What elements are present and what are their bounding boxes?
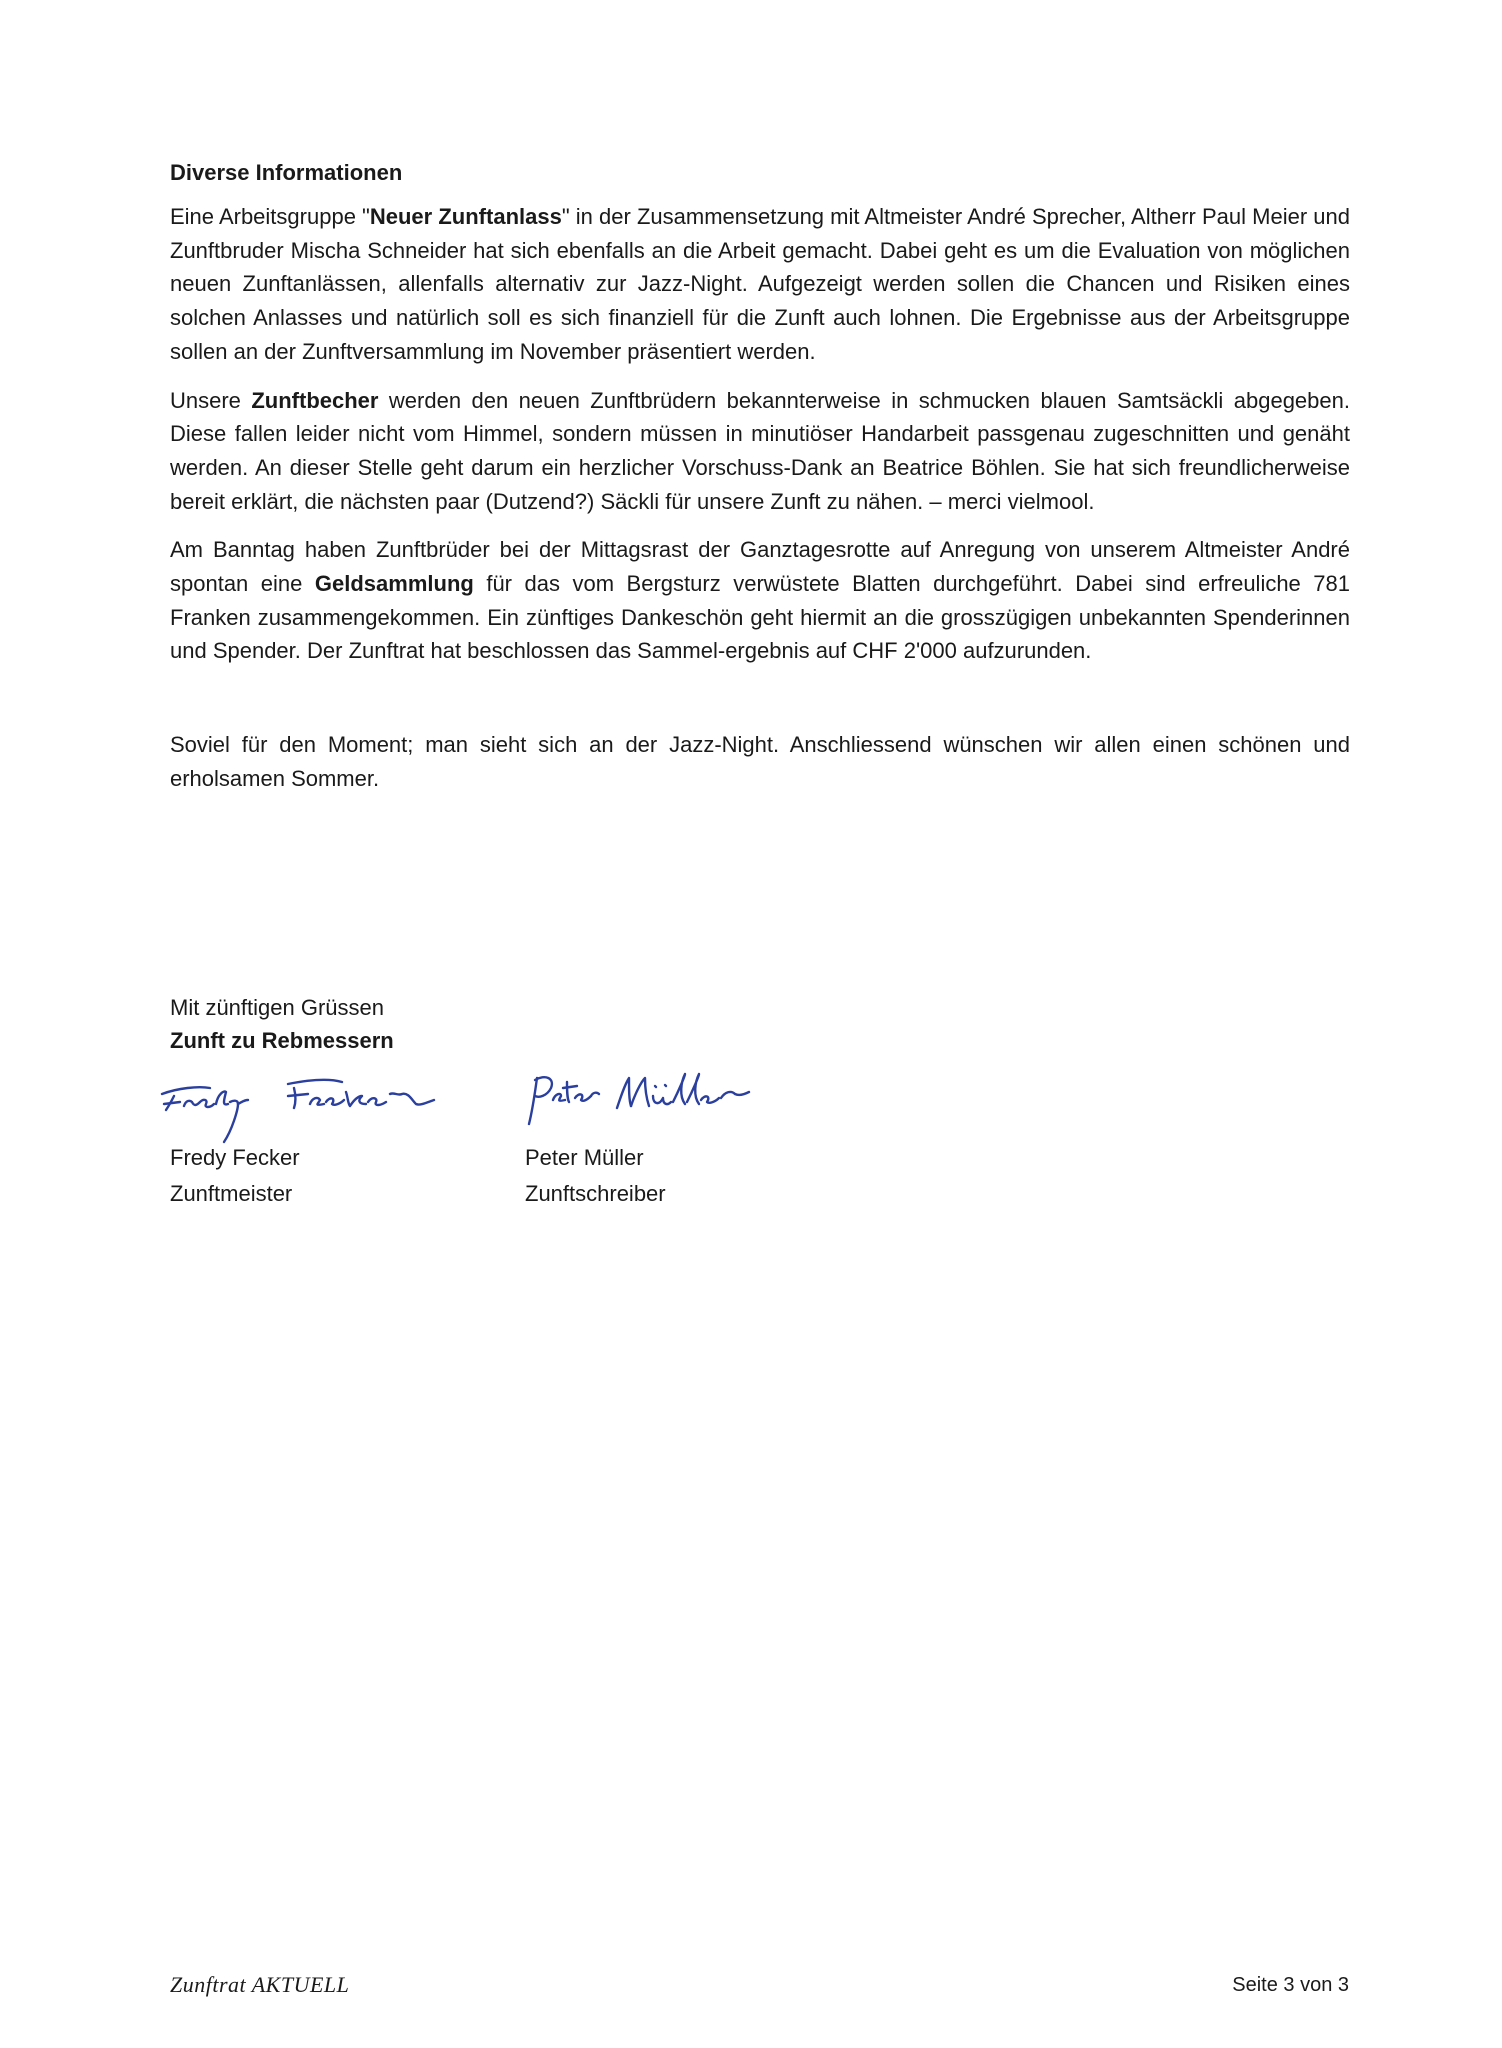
footer-publication-title: Zunftrat AKTUELL bbox=[170, 1972, 350, 1997]
bold-term: Geldsammlung bbox=[314, 571, 474, 597]
handwritten-signature-image bbox=[525, 1068, 785, 1148]
paragraph-text: " in der Zusammensetzung mit Altmeister André Sprecher, Altherr Paul Meier und Zunftbruder Mischa Schneider hat sich ebenfalls an die Arbeit gemacht. Dabei geht es um die Evaluation von möglichen neuen Zunftanlässen, allenfalls alternativ zur Jazz-Night. Aufgezeigt werden sollen die Chancen und Risiken eines solchen Anlasses und natürlich soll es sich finanziell für die Zunft auch lohnen. Die Ergebnisse aus der Arbeitsgruppe sollen an der Zunftversammlung im November präsentiert werden. bbox=[170, 204, 1350, 364]
signatory-role: Zunftmeister bbox=[170, 1181, 293, 1206]
greeting-block bbox=[170, 991, 394, 1057]
bold-term: Zunftbecher bbox=[251, 387, 379, 413]
signatory-block-2 bbox=[525, 1140, 666, 1212]
paragraph-text: Am Banntag haben Zunftbrüder bei der Mittagsrast der Ganztagesrotte auf Anregung von unserem Altmeister André spontan eine bbox=[170, 537, 1350, 597]
paragraph-closing: Soviel für den Moment; man sieht sich an der Jazz-Night. Anschliessend wünschen wir allen einen schönen und erholsamen Sommer. bbox=[170, 732, 1350, 791]
paragraph-zunftbecher bbox=[170, 384, 1350, 519]
signatory-block-1 bbox=[170, 1140, 300, 1212]
main-content bbox=[170, 158, 1350, 811]
paragraph-text: Eine Arbeitsgruppe " bbox=[170, 204, 370, 229]
signatory-role: Zunftschreiber bbox=[525, 1181, 666, 1206]
greeting-line: Mit zünftigen Grüssen bbox=[170, 995, 384, 1020]
footer-page-number: Seite 3 von 3 bbox=[1232, 1974, 1349, 1996]
signatory-name: Fredy Fecker bbox=[170, 1145, 300, 1170]
bold-term: Neuer Zunftanlass bbox=[369, 204, 562, 229]
paragraph-text: werden den neuen Zunftbrüdern bekannterweise in schmucken blauen Samtsäckli abgegeben. Diese fallen leider nicht vom Himmel, sondern müssen in minutiöser Handarbeit passgenau zugeschnitten und genäht werden. An dieser Stelle geht darum ein herzlicher Vorschuss-Dank an Beatrice Böhlen. Sie hat sich freundlicherweise bereit erklärt, die nächsten paar (Dutzend?) Säckli für unsere Zunft zu nähen. – merci vielmool. bbox=[170, 387, 1350, 514]
paragraph-text: Unsere bbox=[170, 387, 252, 413]
paragraph-arbeitsgruppe bbox=[170, 200, 1350, 369]
organization-name: Zunft zu Rebmessern bbox=[170, 1028, 394, 1053]
section-heading: Diverse Informationen bbox=[170, 160, 403, 185]
signatory-name: Peter Müller bbox=[525, 1145, 644, 1170]
paragraph-text: für das vom Bergsturz verwüstete Blatten durchgeführt. Dabei sind erfreuliche 781 Franken zusammengekommen. Ein zünftiges Dankeschön geht hiermit an die grosszügigen unbekannten Spenderinnen und Spender. Der Zunftrat hat beschlossen das Sammel-ergebnis auf CHF 2'000 aufzurunden. bbox=[170, 571, 1351, 664]
paragraph-geldsammlung bbox=[170, 533, 1350, 668]
signature-mueller bbox=[525, 1068, 785, 1148]
